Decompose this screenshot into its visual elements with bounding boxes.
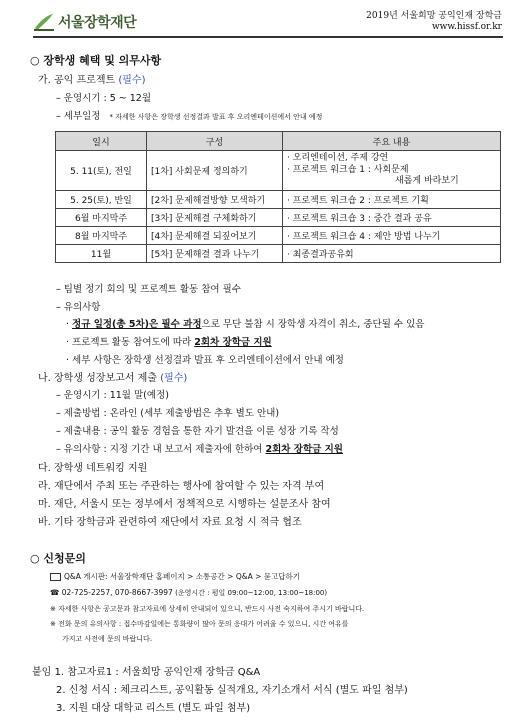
item-d: 라. 재단에서 주최 또는 주관하는 행사에 참여할 수 있는 자격 부여 bbox=[38, 481, 325, 492]
item-b-note-emphasis: 2회차 장학금 지원 bbox=[265, 444, 343, 455]
table-row bbox=[56, 244, 501, 262]
item-b-required: (필수) bbox=[160, 373, 188, 384]
row-content: · 프로젝트 워크숍 3 : 중간 결과 공유 bbox=[283, 208, 501, 226]
foundation-logo-icon bbox=[33, 10, 55, 32]
table-row bbox=[56, 151, 501, 191]
row-part: [4차] 문제해결 되짚어보기 bbox=[147, 226, 283, 244]
item-a-required: (필수) bbox=[118, 75, 146, 86]
row-content-line: · 오리엔테이션, 주제 강연 bbox=[287, 153, 389, 163]
item-a-schedule-heading bbox=[56, 108, 322, 122]
note-1-rest: 으로 무단 불참 시 장학생 자격이 취소, 중단될 수 있음 bbox=[201, 319, 425, 330]
table-row bbox=[56, 226, 501, 244]
col-part-header: 구성 bbox=[147, 132, 283, 151]
foundation-logo-text: 서울장학재단 bbox=[58, 15, 137, 31]
row-content: · 프로젝트 워크숍 2 : 프로젝트 기획 bbox=[283, 190, 501, 208]
item-c: 다. 장학생 네트워킹 지원 bbox=[38, 463, 148, 474]
table-row bbox=[56, 208, 501, 226]
row-date: 5. 11(토), 전일 bbox=[56, 151, 147, 191]
attachment-3: 3. 지원 대상 대학교 리스트 (별도 파일 첨부) bbox=[56, 703, 251, 714]
row-content: · 최종결과공유회 bbox=[283, 244, 501, 262]
note-2-emphasis: 2회차 장학금 지원 bbox=[194, 337, 272, 348]
inquiry-note-2-cont: 가지고 사전에 문의 바랍니다. bbox=[62, 635, 153, 643]
row-part: [3차] 문제해결 구체화하기 bbox=[147, 208, 283, 226]
row-date: 8월 마지막주 bbox=[56, 226, 147, 244]
note-2-text: · 프로젝트 활동 참여도에 따라 bbox=[66, 337, 195, 348]
phone-line bbox=[50, 588, 327, 598]
item-a-team: – 팀별 정기 회의 및 프로젝트 활동 참여 필수 bbox=[56, 284, 241, 295]
row-date: 5. 25(토), 반일 bbox=[56, 190, 147, 208]
item-b-content: – 제출내용 : 공익 활동 경험을 통한 자기 발견을 이룬 성장 기록 작성 bbox=[56, 426, 339, 437]
row-part: [1차] 사회문제 정의하기 bbox=[147, 151, 283, 191]
schedule-table bbox=[55, 131, 501, 263]
item-a-notes-label: – 유의사항 bbox=[56, 302, 101, 313]
item-b-method: – 제출방법 : 온라인 (세부 제출방법은 추후 별도 안내) bbox=[56, 408, 280, 419]
qa-board-text[interactable]: Q&A 게시판: 서울장학재단 홈페이지 > 소통공간 > Q&A > 묻고답하기 bbox=[64, 572, 300, 581]
item-a-note-1: · 정규 일정(총 5차)은 필수 과정으로 무단 불참 시 장학생 자격이 취소, 중단될 수 있음 bbox=[66, 319, 425, 330]
schedule-label: – 세부일정 bbox=[56, 111, 101, 122]
item-a-note-2 bbox=[66, 334, 272, 348]
qa-board-line bbox=[50, 571, 300, 582]
inquiry-note-2: ※ 전화 문의 유의사항 : 접수마감일에는 통화량이 많아 문의 응대가 어려울 수 있으니, 시간 여유를 bbox=[50, 620, 349, 628]
item-a-note-3: · 세부 사항은 장학생 선정결과 발표 후 오리엔테이션에서 안내 예정 bbox=[66, 355, 344, 366]
website-url[interactable]: www.hissf.or.kr bbox=[431, 22, 502, 32]
item-b-heading bbox=[38, 369, 187, 384]
col-content-header: 주요 내용 bbox=[283, 132, 501, 151]
table-row bbox=[56, 190, 501, 208]
phone-numbers: ☎ 02-725-2257, 070-8667-3997 bbox=[50, 588, 173, 597]
attachment-1: 붙임 1. 참고자료1 : 서울희망 공익인재 장학금 Q&A bbox=[32, 667, 261, 678]
item-b-note-text: – 유의사항 : 지정 기간 내 보고서 제출자에 한하여 bbox=[56, 444, 266, 455]
section-inquiry-title: ○ 신청문의 bbox=[30, 552, 86, 565]
item-a-label: 가. 공익 프로젝트 bbox=[38, 75, 116, 86]
row-part: [2차] 문제해결방향 모색하기 bbox=[147, 190, 283, 208]
item-e: 마. 재단, 서울시 또는 정부에서 정책적으로 시행하는 설문조사 참여 bbox=[38, 499, 331, 510]
row-content-line: · 프로젝트 워크숍 1 : 사회문제 bbox=[287, 164, 409, 175]
col-date-header: 일시 bbox=[56, 132, 147, 151]
item-a-period: – 운영시기 : 5 ~ 12월 bbox=[56, 93, 152, 104]
phone-hours: (운영시간 : 평일 09:00~12:00, 13:00~18:00) bbox=[175, 589, 328, 597]
item-b-note bbox=[56, 441, 343, 455]
row-content: · 프로젝트 워크숍 4 : 제안 방법 나누기 bbox=[283, 226, 501, 244]
row-date: 6월 마지막주 bbox=[56, 208, 147, 226]
header-divider bbox=[33, 36, 503, 38]
monitor-icon bbox=[50, 573, 61, 581]
attachment-2: 2. 신청 서식 : 체크리스트, 공익활동 실적개요, 자기소개서 서식 (별도 파일 첨부) bbox=[56, 685, 408, 696]
item-a-heading bbox=[38, 71, 145, 86]
inquiry-note-1: ※ 자세한 사항은 공고문과 참고자료에 상세히 안내되어 있으니, 반드시 사전 숙지하여 주시기 바랍니다. bbox=[50, 605, 365, 613]
row-date: 11월 bbox=[56, 244, 147, 262]
schedule-note: * 자세한 사항은 장학생 선정결과 발표 후 오리엔테이션에서 안내 예정 bbox=[109, 113, 323, 121]
table-header-row bbox=[56, 132, 501, 151]
note-1-emphasis: 정규 일정(총 5차)은 필수 과정 bbox=[72, 319, 202, 330]
item-b-period: – 운영시기 : 11월 말(예정) bbox=[56, 390, 169, 401]
row-part: [5차] 문제해결 결과 나누기 bbox=[147, 244, 283, 262]
item-f: 바. 기타 장학금과 관련하여 재단에서 자료 요청 시 적극 협조 bbox=[38, 517, 302, 528]
document-title: 2019년 서울희망 공익인재 장학금 bbox=[366, 11, 502, 21]
row-content-line: 새롭게 바라보기 bbox=[395, 176, 459, 186]
section-benefits-title: ○ 장학생 혜택 및 의무사항 bbox=[30, 54, 162, 67]
row-content bbox=[283, 151, 501, 191]
item-b-label: 나. 장학생 성장보고서 제출 bbox=[38, 373, 157, 384]
